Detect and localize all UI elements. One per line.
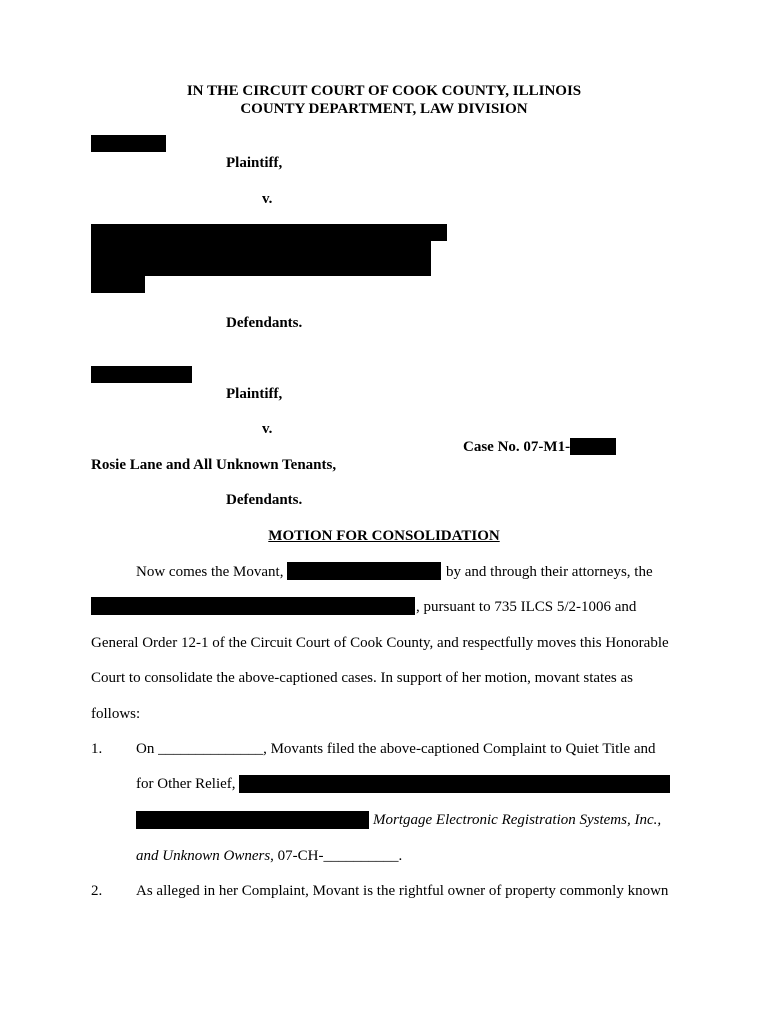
versus-label-1: v.: [262, 191, 273, 207]
redacted-movant-name: [287, 562, 441, 580]
body-line-3: General Order 12-1 of the Circuit Court of Cook County, and respectfully moves this Honorable: [91, 635, 669, 651]
court-title-line-1: IN THE CIRCUIT COURT OF COOK COUNTY, ILLINOIS: [186, 83, 582, 99]
redacted-defendants-line-3: [91, 259, 431, 276]
body-line-4: Court to consolidate the above-captioned cases. In support of her motion, movant states as: [91, 670, 633, 686]
defendants-label-1: Defendants.: [226, 315, 303, 331]
item-1-case-number: , 07-CH-__________.: [270, 848, 403, 864]
redacted-plaintiff-2: [91, 366, 192, 383]
court-title-line-2: COUNTY DEPARTMENT, LAW DIVISION: [240, 101, 528, 117]
motion-title: MOTION FOR CONSOLIDATION: [268, 528, 500, 544]
item-1-line-2: for Other Relief,: [136, 776, 236, 792]
plaintiff-label-2: Plaintiff,: [226, 386, 283, 402]
redacted-attorney-name: [91, 597, 415, 615]
item-number-2: 2.: [91, 883, 103, 899]
redacted-defendants-line-4: [91, 276, 145, 293]
item-number-1: 1.: [91, 741, 103, 757]
case-number-label: Case No. 07-M1-: [463, 439, 571, 455]
redacted-case-number: [570, 438, 616, 455]
plaintiff-label-1: Plaintiff,: [226, 155, 283, 171]
intro-text-after-attorneys: , pursuant to 735 ILCS 5/2-1006 and: [416, 599, 637, 615]
defendants-label-2: Defendants.: [226, 492, 303, 508]
redacted-plaintiff-1: [91, 135, 166, 152]
item-1-unknown-owners: and Unknown Owners: [136, 848, 271, 864]
body-line-5: follows:: [91, 706, 141, 722]
defendant-name: Rosie Lane and All Unknown Tenants,: [91, 457, 337, 473]
intro-text-after-movant: by and through their attorneys, the: [446, 564, 653, 580]
item-1-line-4: [136, 847, 402, 865]
redacted-defendants-item-1: [239, 775, 670, 793]
intro-text-start: Now comes the Movant,: [136, 564, 284, 580]
item-1-line-1: On ______________, Movants filed the above-captioned Complaint to Quiet Title and: [136, 741, 656, 757]
redacted-defendants-line-1: [91, 224, 447, 241]
versus-label-2: v.: [262, 421, 273, 437]
item-1-line-3-italic: Mortgage Electronic Registration Systems, Inc.,: [373, 812, 662, 828]
redacted-defendants-line-2: [91, 241, 431, 259]
redacted-case-caption-item-1: [136, 811, 369, 829]
item-2-line-1: As alleged in her Complaint, Movant is the rightful owner of property commonly known: [136, 883, 669, 899]
